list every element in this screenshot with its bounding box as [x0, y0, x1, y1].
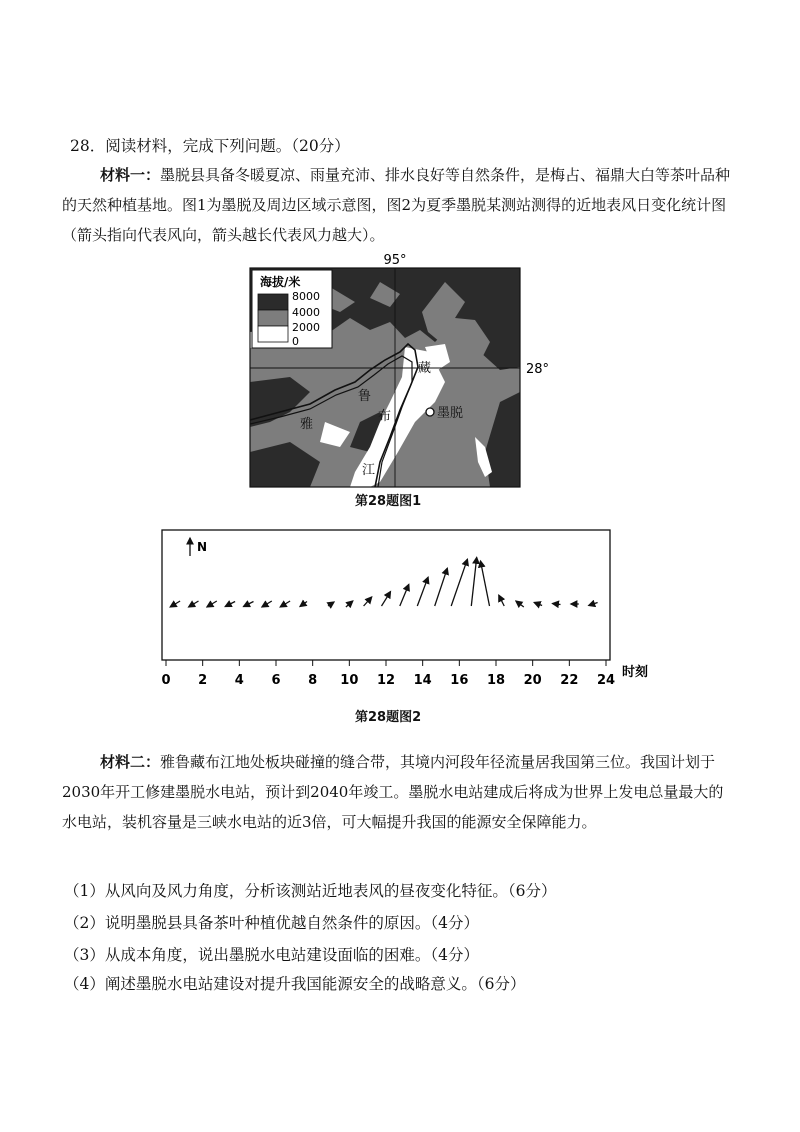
x-tick-label: 6 — [271, 673, 281, 688]
lon-label: 95° — [383, 253, 407, 268]
x-tick-label: 22 — [560, 673, 579, 688]
river-char-jiang: 江 — [362, 463, 376, 478]
question-1: （1）从风向及风力角度，分析该测站近地表风的昼夜变化特征。（6分） — [64, 882, 557, 900]
x-tick-label: 12 — [376, 673, 396, 688]
figure-2-caption: 第28题图2 — [355, 710, 422, 725]
figure-1-caption: 第28题图1 — [355, 494, 422, 509]
x-axis-title: 时刻 — [622, 665, 649, 680]
x-axis-ticks — [161, 660, 615, 688]
legend-value-8000: 8000 — [292, 290, 320, 303]
river-char-ya: 雅 — [300, 417, 314, 432]
question-2: （2）说明墨脱县具备茶叶种植优越自然条件的原因。（4分） — [64, 914, 479, 932]
river-char-lu: 鲁 — [358, 389, 372, 404]
lat-label: 28° — [526, 362, 550, 377]
x-tick-label: 0 — [161, 673, 171, 688]
legend-title: 海拔/米 — [260, 275, 301, 289]
legend-swatch-mid — [258, 310, 288, 326]
x-tick-label: 10 — [340, 673, 359, 688]
river-char-zang: 藏 — [418, 361, 432, 376]
x-tick-label: 2 — [198, 673, 208, 688]
x-tick-label: 16 — [450, 673, 469, 688]
question-3: （3）从成本角度，说出墨脱水电站建设面临的困难。（4分） — [64, 946, 479, 964]
material-1 — [62, 160, 738, 250]
x-tick-label: 20 — [523, 673, 542, 688]
x-tick-label: 4 — [234, 673, 244, 688]
material-1-label: 材料一： — [100, 166, 161, 184]
map-legend — [252, 270, 332, 348]
legend-value-4000: 4000 — [292, 306, 320, 319]
x-tick-label: 24 — [596, 673, 616, 688]
material-2-label: 材料二： — [100, 753, 161, 771]
town-marker — [426, 408, 434, 416]
legend-value-0: 0 — [292, 335, 299, 348]
chart-frame — [162, 530, 610, 660]
question-header: 28．阅读材料，完成下列问题。（20分） — [70, 137, 350, 155]
x-tick-label: 8 — [308, 673, 318, 688]
figure-1-map — [230, 252, 560, 490]
question-4: （4）阐述墨脱水电站建设对提升我国能源安全的战略意义。（6分） — [64, 975, 526, 993]
material-2 — [62, 747, 738, 837]
legend-swatch-low — [258, 326, 288, 342]
north-label: N — [197, 540, 208, 554]
material-1-text: 墨脱县具备冬暖夏凉、雨量充沛、排水良好等自然条件，是梅占、福鼎大白等茶叶品种的天然种植基地。图1为墨脱及周边区域示意图，图2为夏季墨脱某测站测得的近地表风日变化统计图（箭头指向代表风向，箭头越长代表风力越大）。 — [62, 166, 731, 244]
legend-swatch-high — [258, 294, 288, 310]
x-tick-label: 18 — [486, 673, 506, 688]
figure-2-chart — [150, 526, 660, 696]
material-2-text: 雅鲁藏布江地处板块碰撞的缝合带，其境内河段年径流量居我国第三位。我国计划于2030年开工修建墨脱水电站，预计到2040年竣工。墨脱水电站建成后将成为世界上发电总量最大的水电站，装机容量是三峡水电站的近3倍，可大幅提升我国的能源安全保障能力。 — [62, 753, 724, 831]
river-char-bu: 布 — [378, 409, 392, 424]
town-label: 墨脱 — [437, 406, 464, 421]
x-tick-label: 14 — [413, 673, 432, 688]
legend-value-2000: 2000 — [292, 321, 320, 334]
